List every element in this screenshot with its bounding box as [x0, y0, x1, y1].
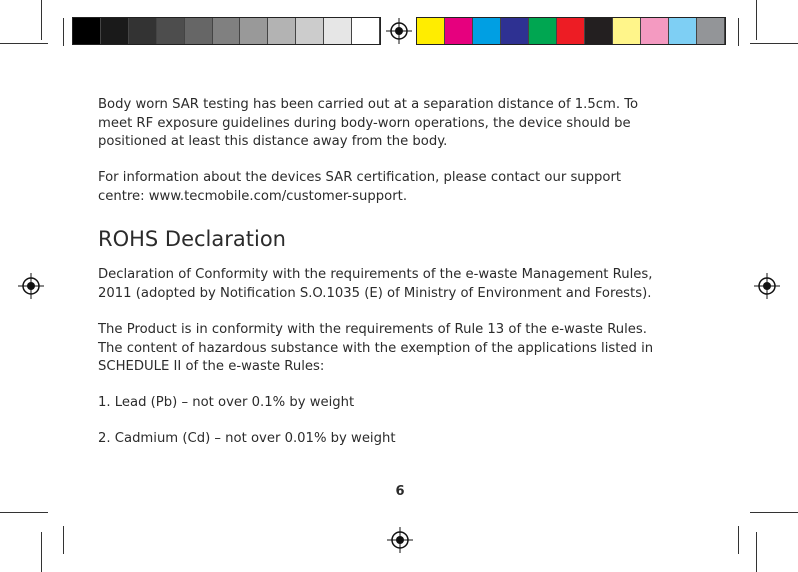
crop-mark: [63, 18, 64, 46]
contact-paragraph: [98, 169, 698, 206]
crop-mark: [738, 526, 739, 554]
list-item-lead: 1. Lead (Pb) – not over 0.1% by weight: [98, 395, 355, 410]
color-swatch: [296, 18, 324, 44]
crop-mark: [0, 512, 48, 513]
crop-mark: [756, 0, 757, 40]
rohs-heading: ROHS Declaration: [98, 227, 286, 251]
color-swatch: [352, 18, 380, 44]
color-swatch: [240, 18, 268, 44]
text-line: Declaration of Conformity with the requirements of the e-waste Management Rules,: [98, 267, 653, 282]
color-swatch: [641, 18, 669, 44]
crop-mark: [738, 18, 739, 46]
text-line: The Product is in conformity with the requirements of Rule 13 of the e-waste Rules.: [98, 322, 647, 337]
registration-mark-icon: [754, 273, 780, 299]
color-swatch: [669, 18, 697, 44]
process-color-bar: [416, 17, 726, 45]
color-swatch: [473, 18, 501, 44]
product-paragraph: [98, 321, 698, 377]
color-swatch: [613, 18, 641, 44]
crop-mark: [750, 43, 798, 44]
crop-mark: [63, 526, 64, 554]
text-line: positioned at least this distance away from the body.: [98, 134, 448, 150]
registration-mark-icon: [18, 273, 44, 299]
crop-mark: [750, 512, 798, 513]
text-line: meet RF exposure guidelines during body-worn operations, the device should be: [98, 115, 631, 131]
color-swatch: [213, 18, 241, 44]
color-swatch: [268, 18, 296, 44]
conformity-paragraph: [98, 266, 698, 303]
color-swatch: [585, 18, 613, 44]
color-swatch: [445, 18, 473, 44]
registration-mark-icon: [386, 18, 412, 44]
text-line: 2011 (adopted by Notification S.O.1035 (E) of Ministry of Environment and Forests).: [98, 285, 652, 301]
page-number: 6: [395, 484, 405, 499]
color-swatch: [101, 18, 129, 44]
text-line: centre: www.tecmobile.com/customer-support.: [98, 188, 408, 204]
crop-mark: [41, 532, 42, 572]
color-swatch: [529, 18, 557, 44]
color-swatch: [157, 18, 185, 44]
crop-mark: [0, 43, 48, 44]
sar-paragraph: [98, 96, 698, 152]
color-swatch: [417, 18, 445, 44]
crop-mark: [41, 0, 42, 40]
color-swatch: [697, 18, 725, 44]
crop-mark: [756, 532, 757, 572]
color-swatch: [73, 18, 101, 44]
color-swatch: [185, 18, 213, 44]
color-swatch: [324, 18, 352, 44]
text-line: The content of hazardous substance with the exemption of the applications listed in: [98, 340, 654, 356]
color-swatch: [129, 18, 157, 44]
text-line: For information about the devices SAR certification, please contact our support: [98, 170, 622, 185]
list-item-cadmium: 2. Cadmium (Cd) – not over 0.01% by weight: [98, 431, 396, 446]
text-line: SCHEDULE II of the e-waste Rules:: [98, 359, 325, 375]
text-line: Body worn SAR testing has been carried out at a separation distance of 1.5cm. To: [98, 97, 639, 112]
registration-mark-icon: [387, 527, 413, 553]
color-swatch: [501, 18, 529, 44]
grayscale-color-bar: [72, 17, 381, 45]
color-swatch: [557, 18, 585, 44]
